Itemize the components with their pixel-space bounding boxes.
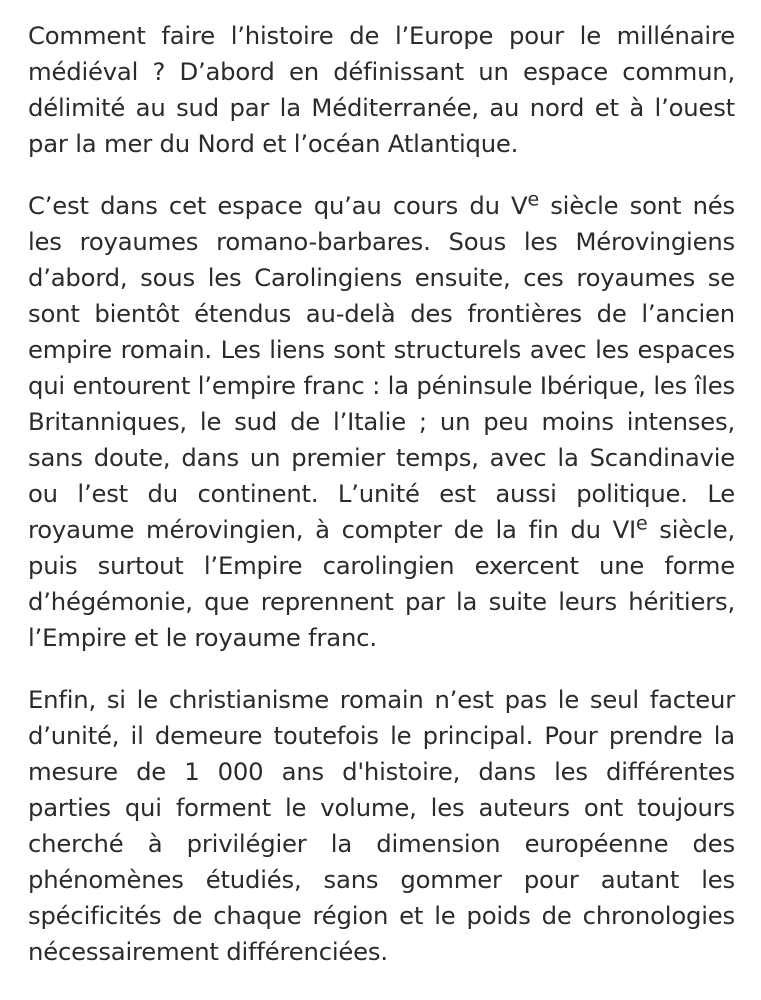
- paragraph-christianity: Enfin, si le christianisme romain n’est pas le seul facteur d’unité, il demeure toutefois le principal. Pour prendre la mesure de 1 000 ans d'histoire, dans les différentes parties qui forment le volume, les auteurs ont toujours cherché à privilégier la dimension européenne des phénomènes étudiés, sans gommer pour autant les spécificités de chaque région et le poids de chronologies nécessairement différenciées.: [28, 685, 735, 966]
- paragraph-kingdoms-part-2: siècle sont nés les royaumes romano-barbares. Sous les Mérovingiens d’abord, sous les Carolingiens ensuite, ces royaumes se sont bientôt étendus au-delà des frontières de l’ancien empire romain. Les liens sont structurels avec les espaces qui entourent l’empire franc : la péninsule Ibérique, les îles Britanniques, le sud de l’Italie ; un peu moins intenses, sans doute, dans un premier temps, avec la Scandinavie ou l’est du continent. L’unité est aussi politique. Le royaume mérovingien, à compter de la fin du VI: [28, 191, 735, 544]
- century-superscript-e: e: [527, 188, 539, 211]
- paragraph-kingdoms-part-3: siècle, puis surtout l’Empire carolingien exercent une forme d’hégémonie, que reprennent par la suite leurs héritiers, l’Empire et le royaume franc.: [28, 515, 735, 652]
- paragraph-kingdoms-part-1: C’est dans cet espace qu’au cours du V: [28, 191, 528, 220]
- paragraph-intro: Comment faire l’histoire de l’Europe pour le millénaire médiéval ? D’abord en définissant un espace commun, délimité au sud par la Méditerranée, au nord et à l’ouest par la mer du Nord et l’océan Atlantique.: [28, 21, 735, 158]
- century-superscript-e: e: [636, 512, 648, 535]
- paragraph-kingdoms: [28, 188, 735, 656]
